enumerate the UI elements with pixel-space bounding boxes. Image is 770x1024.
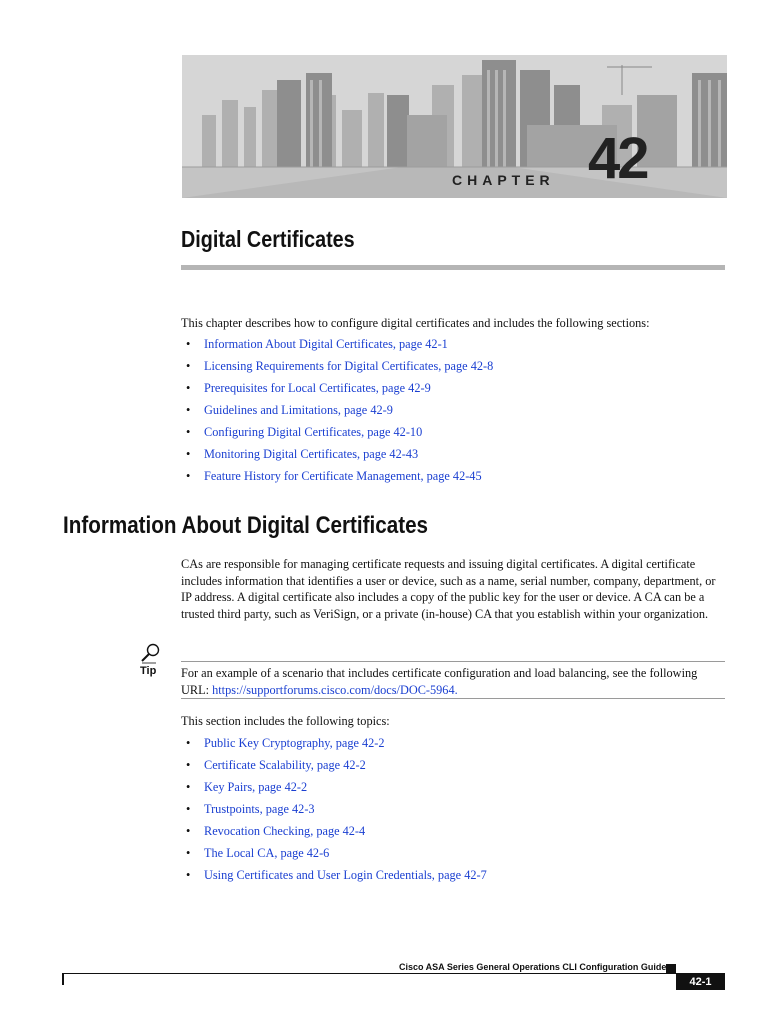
footer-guide-title: Cisco ASA Series General Operations CLI Configuration Guide — [399, 962, 667, 972]
bullet-icon: • — [186, 802, 191, 816]
footer-rule — [62, 973, 725, 974]
chapter-number: 42 — [588, 126, 647, 191]
topic-link[interactable]: The Local CA, page 42-6 — [204, 846, 330, 860]
page-title: Digital Certificates — [181, 226, 355, 252]
list-item — [181, 468, 726, 490]
list-item — [181, 801, 726, 823]
contents-link[interactable]: Feature History for Certificate Management, page 42-45 — [204, 469, 482, 483]
section-heading: Information About Digital Certificates — [63, 512, 429, 539]
bullet-icon: • — [186, 758, 191, 772]
bullet-icon: • — [186, 736, 191, 750]
bullet-icon: • — [186, 381, 191, 395]
topic-link[interactable]: Key Pairs, page 42-2 — [204, 780, 308, 794]
bullet-icon: • — [186, 337, 191, 351]
bullet-icon: • — [186, 469, 191, 483]
list-item — [181, 358, 726, 380]
tip-bottom-rule — [181, 698, 725, 699]
list-item — [181, 845, 726, 867]
list-item — [181, 867, 726, 889]
title-divider — [181, 265, 725, 270]
bullet-icon: • — [186, 824, 191, 838]
list-item — [181, 735, 726, 757]
page-number: 42-1 — [676, 974, 725, 990]
list-item — [181, 336, 726, 358]
list-item — [181, 424, 726, 446]
tip-label: Tip — [140, 665, 157, 677]
list-item — [181, 402, 726, 424]
tip-url-link[interactable]: https://supportforums.cisco.com/docs/DOC-5964. — [212, 682, 458, 697]
contents-link[interactable]: Configuring Digital Certificates, page 42-10 — [204, 425, 423, 439]
list-item — [181, 757, 726, 779]
footer-tick — [62, 973, 64, 985]
list-item — [181, 446, 726, 468]
tip-top-rule — [181, 661, 725, 662]
section-topics-list — [181, 735, 726, 889]
topics-intro: This section includes the following topics: — [181, 714, 390, 728]
chapter-contents-list — [181, 336, 726, 490]
topic-link[interactable]: Trustpoints, page 42-3 — [204, 802, 315, 816]
bullet-icon: • — [186, 780, 191, 794]
intro-text: This chapter describes how to configure digital certificates and includes the following sections: — [181, 316, 650, 330]
topic-link[interactable]: Public Key Cryptography, page 42-2 — [204, 736, 385, 750]
contents-link[interactable]: Information About Digital Certificates, page 42-1 — [204, 337, 448, 351]
topic-link[interactable]: Using Certificates and User Login Credentials, page 42-7 — [204, 868, 487, 882]
topic-link[interactable]: Certificate Scalability, page 42-2 — [204, 758, 366, 772]
bullet-icon: • — [186, 868, 191, 882]
bullet-icon: • — [186, 447, 191, 461]
bullet-icon: • — [186, 403, 191, 417]
bullet-icon: • — [186, 425, 191, 439]
chapter-label: CHAPTER — [452, 172, 555, 188]
tip-body: For an example of a scenario that includes certificate configuration and load balancing, see the following URL: — [181, 666, 698, 697]
tip-text — [181, 665, 726, 698]
contents-link[interactable]: Guidelines and Limitations, page 42-9 — [204, 403, 393, 417]
contents-link[interactable]: Monitoring Digital Certificates, page 42-43 — [204, 447, 419, 461]
list-item — [181, 823, 726, 845]
topic-link[interactable]: Revocation Checking, page 42-4 — [204, 824, 366, 838]
bullet-icon: • — [186, 846, 191, 860]
bullet-icon: • — [186, 359, 191, 373]
contents-link[interactable]: Licensing Requirements for Digital Certificates, page 42-8 — [204, 359, 494, 373]
list-item — [181, 380, 726, 402]
list-item — [181, 779, 726, 801]
section-body: CAs are responsible for managing certificate requests and issuing digital certificates. A digital certificate includes information that identifies a user or device, such as a name, serial number, company, department, or IP address. A digital certificate also includes a copy of the public key for the user or device. A CA can be a trusted third party, such as VeriSign, or a private (in-house) CA that you establish within your organization. — [181, 557, 716, 621]
contents-link[interactable]: Prerequisites for Local Certificates, page 42-9 — [204, 381, 431, 395]
